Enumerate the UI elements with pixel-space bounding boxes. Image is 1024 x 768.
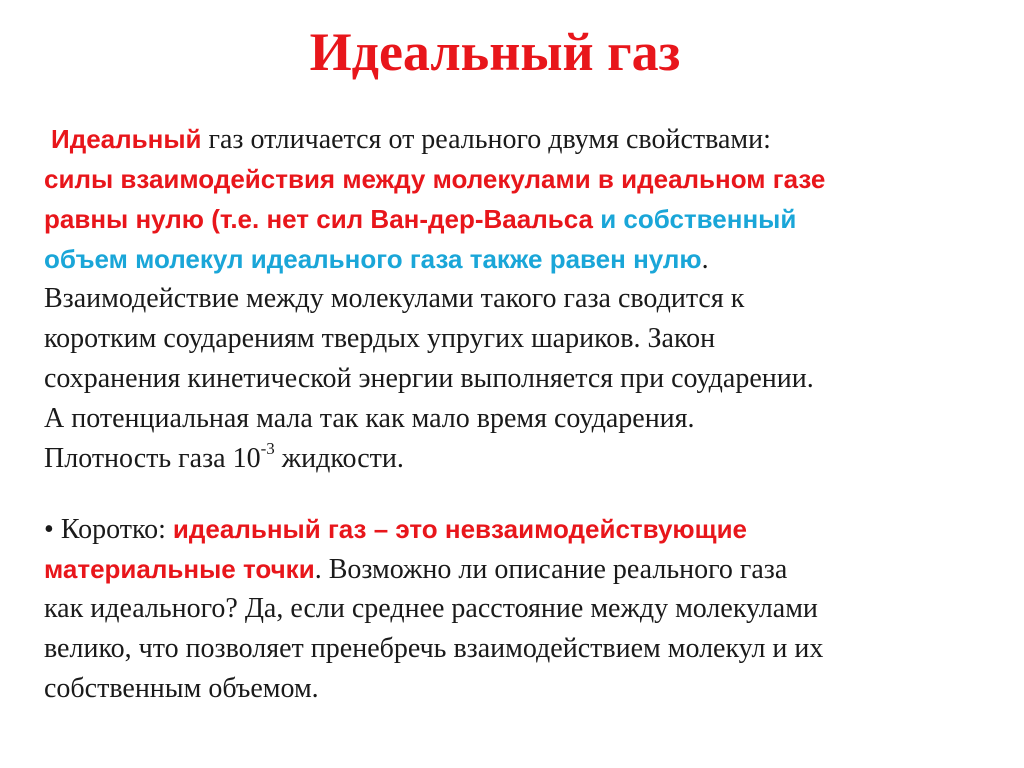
- text-span: жидкости.: [274, 443, 404, 474]
- paragraph-line: [44, 159, 1004, 199]
- exponent: -3: [260, 438, 275, 458]
- paragraph-line: сохранения кинетической энергии выполняется при соударении.: [44, 363, 814, 394]
- highlight-red: равны нулю (т.е. нет сил Ван-дер-Ваальса: [44, 204, 593, 234]
- paragraph-line: как идеального? Да, если среднее расстояние между молекулами: [44, 593, 818, 624]
- paragraph-ideal-gas-properties: [44, 119, 1004, 479]
- text-span: .: [701, 244, 709, 275]
- paragraph-line: велико, что позволяет пренебречь взаимодействием молекул и их: [44, 633, 824, 664]
- paragraph-line: [44, 239, 1004, 279]
- paragraph-line: собственным объемом.: [44, 673, 319, 704]
- highlight-red: материальные точки: [44, 554, 315, 584]
- text-span: Коротко:: [60, 514, 173, 545]
- highlight-red: Идеальный: [51, 124, 202, 154]
- text-span: . Возможно ли описание реального газа: [314, 554, 788, 585]
- highlight-blue: объем молекул идеального газа также равен нулю: [44, 244, 702, 274]
- text-span: газ отличается от реального двумя свойствами:: [201, 124, 771, 155]
- highlight-red: силы взаимодействия между молекулами в идеальном газе: [44, 164, 826, 194]
- paragraph-line: [44, 509, 1004, 549]
- bullet: •: [44, 514, 61, 545]
- text-span: Плотность газа 10: [44, 443, 261, 474]
- paragraph-line: [44, 199, 1004, 239]
- paragraph-line: [44, 439, 1004, 479]
- paragraph-line: Взаимодействие между молекулами такого газа сводится к: [44, 283, 745, 314]
- paragraph-summary: [44, 509, 1004, 709]
- highlight-red: идеальный газ – это невзаимодействующие: [172, 514, 748, 544]
- paragraph-line: коротким соударениям твердых упругих шариков. Закон: [44, 323, 716, 354]
- paragraph-line: А потенциальная мала так как мало время соударения.: [44, 403, 695, 434]
- paragraph-line: [44, 549, 1004, 589]
- highlight-blue: и собственный: [592, 204, 797, 234]
- paragraph-line: [44, 119, 1004, 159]
- slide-title: Идеальный газ: [309, 22, 681, 82]
